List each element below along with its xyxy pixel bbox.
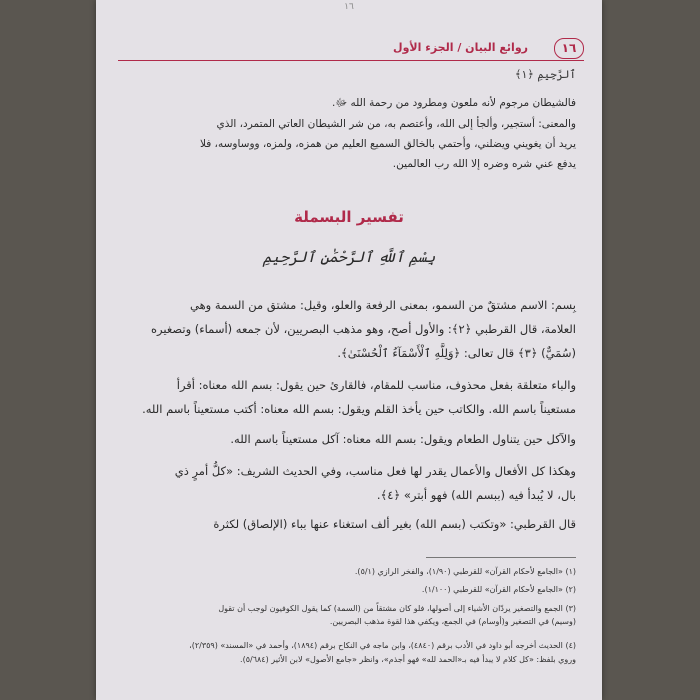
footnote: وروي بلفظ: «كل كلام لا يبدأ فيه بـ«الحمد لله» فهو أجذم»، وانظر «جامع الأصول» لابن الأثير (٥/٦٨٤).: [240, 655, 576, 664]
body-line: بِسم: الاسم مشتقٌ من السمو، بمعنى الرفعة والعلو، وقيل: مشتق من السمة وهي: [190, 298, 576, 312]
footnote: (٢) «الجامع لأحكام القرآن» للقرطبي (١/١٠٠).: [421, 585, 576, 594]
body-line: بال، لا يُبدأ فيه (ببسم الله) فهو أبتر» ﴿٤﴾.: [376, 488, 576, 502]
body-line: قال القرطبي: «وتكتب (بسم الله) بغير ألف استغناء عنها بباء (الإلصاق) لكثرة: [213, 517, 576, 531]
footnote: (١) «الجامع لأحكام القرآن» للقرطبي (١/٩٠)، والفخر الرازي (٥/١).: [354, 567, 576, 576]
body-line: مستعيناً باسم الله. والكاتب حين يأخذ القلم ويقول: بسم الله معناه: أكتب مستعيناً باسم الله.: [142, 402, 576, 416]
body-line: والآكل حين يتناول الطعام ويقول: بسم الله معناه: آكل مستعيناً باسم الله.: [230, 432, 576, 446]
body-line: العلامة، قال القرطبي ﴿٢﴾: والأول أصح، وهو مذهب البصريين، لأن جمعه (أسماء) وتصغيره: [151, 322, 576, 336]
text-line: يريد أن يغويني ويضلني، وأحتمي بالخالق السميع العليم من همزه، ولمزه، ووساوسه، فلا: [199, 138, 576, 150]
section-title: تفسير البسملة: [294, 208, 404, 226]
book-page: [96, 0, 602, 700]
footnote-divider: [426, 557, 576, 558]
footnote: (٣) الجمع والتصغير يردّان الأشياء إلى أصولها، فلو كان مشتقاً من (السمة) كما يقول الكوفيون لوجب أن تقول: [218, 604, 576, 613]
top-folio: ١٦: [344, 2, 354, 12]
verse-line: ٱلرَّجِيمِ ﴿١﴾: [515, 68, 576, 81]
page-number-badge: ١٦: [554, 38, 584, 59]
page-header: [118, 38, 584, 61]
text-line: والمعنى: أستجير، وألجأ إلى الله، وأعتصم به، من شر الشيطان العاتي المتمرد، الذي: [216, 118, 576, 130]
body-line: والباء متعلقة بفعل محذوف، مناسب للمقام، فالقارئ حين يقول: بسم الله معناه: أقرأ: [176, 378, 576, 392]
footnote: (٤) الحديث أخرجه أبو داود في الأدب برقم (٤٨٤٠)، وابن ماجه في النكاح برقم (١٨٩٤)، وأحمد في «المسند» (٢/٣٥٩)،: [189, 641, 576, 650]
running-title: روائع البيان / الجزء الأول: [393, 41, 528, 54]
body-line: (سُمَيٌّ) ﴿٣﴾ قال تعالى: ﴿وَلِلَّهِ ٱلْأَسْمَآءُ ٱلْحُسْنَىٰ﴾.: [337, 346, 576, 360]
body-line: وهكذا كل الأفعال والأعمال يقدر لها فعل مناسب، وفي الحديث الشريف: «كلُّ أمرٍ ذي: [174, 464, 576, 478]
text-line: يدفع عني شره وضره إلا الله رب العالمين.: [392, 158, 576, 170]
footnote: (وسيم) في التصغير و(أوسام) في الجمع، ويكفي هذا لقوة مذهب البصريين.: [329, 617, 576, 626]
text-line: فالشيطان مرجوم لأنه ملعون ومطرود من رحمة الله ﷻ.: [332, 97, 576, 109]
basmala-calligraphy: بِسْمِ ٱللَّهِ ٱلرَّحْمَٰنِ ٱلرَّحِيمِ: [262, 248, 436, 266]
